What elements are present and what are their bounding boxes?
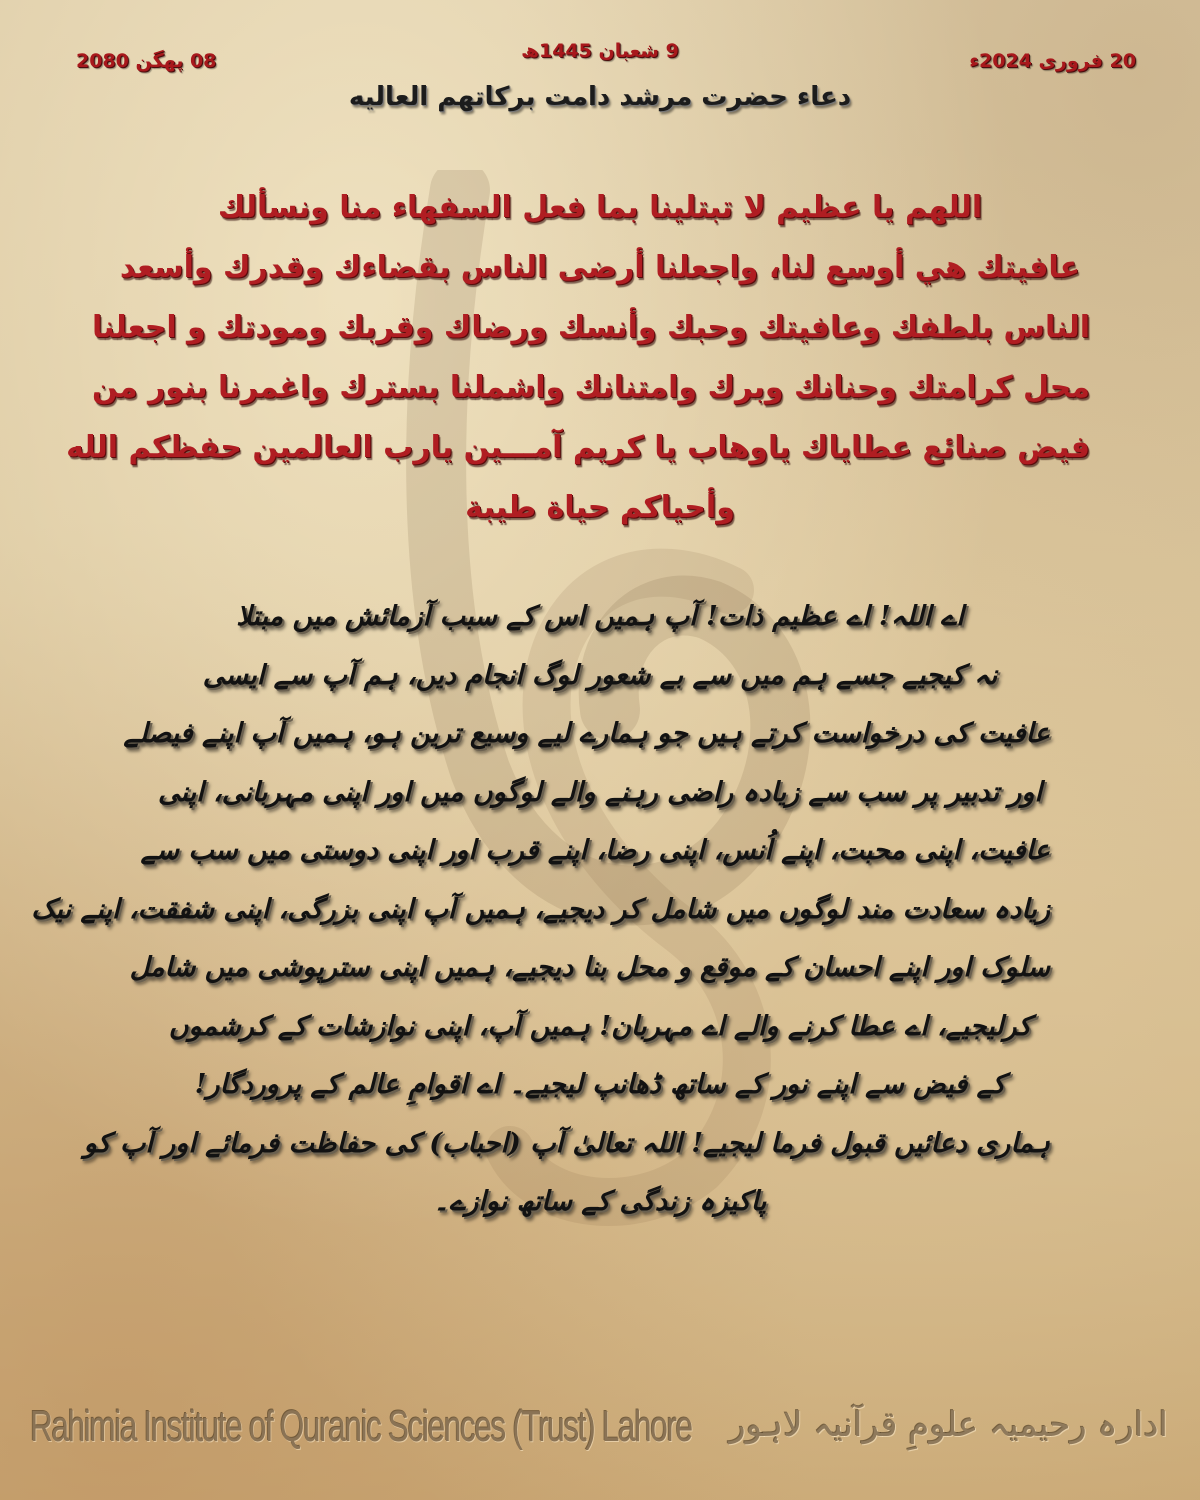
urdu-line: کے فیض سے اپنے نور کے ساتھ ڈھانپ لیجیے۔ اے اقوامِ عالم کے پروردگار! [194, 1069, 1006, 1100]
arabic-line: اللهم يا عظيم لا تبتلينا بما فعل السفهاء منا ونسألك [217, 190, 983, 225]
urdu-line: نہ کیجیے جسے ہم میں سے بے شعور لوگ انجام دیں، ہم آپ سے ایسی [202, 659, 998, 691]
page-title: دعاء حضرت مرشد دامت برکاتهم العالیه [348, 82, 852, 112]
date-hijri: 9 شعبان 1445ھ [521, 40, 679, 62]
arabic-line: عافيتك هي أوسع لنا، واجعلنا أرضى الناس بقضاءك وقدرك وأسعد [119, 250, 1081, 285]
date-bikrami: 08 پھگن 2080 [76, 50, 217, 72]
institute-name-urdu-logo: ادارہ رحیمیہ علومِ قرآنیہ لاہور [729, 1405, 1168, 1445]
urdu-line: عافیت، اپنی محبت، اپنے اُنس، اپنی رضا، اپنے قرب اور اپنی دوستی میں سب سے [140, 835, 1050, 866]
arabic-line: وأحياكم حياة طيبة [465, 490, 735, 525]
arabic-prayer [66, 178, 1090, 538]
urdu-line: عافیت کی درخواست کرتے ہیں جو ہمارے لیے وسیع ترین ہو، ہمیں آپ اپنے فیصلے [123, 718, 1050, 749]
urdu-line: اور تدبیر پر سب سے زیادہ راضی رہنے والے لوگوں میں اور اپنی مہربانی، اپنی [158, 776, 1042, 808]
date-gregorian: 20 فروری 2024ء [969, 50, 1136, 72]
urdu-line: کرلیجیے، اے عطا کرنے والے اے مہربان! ہمیں آپ، اپنی نوازشات کے کرشموں [168, 1010, 1032, 1042]
arabic-line: محل كرامتك وحنانك وبرك وامتنانك واشملنا بسترك واغمرنا بنور من [91, 370, 1090, 405]
institute-name-english: Rahimia Institute of Quranic Sciences (Trust) Lahore [30, 1402, 692, 1451]
urdu-line: سلوک اور اپنے احسان کے موقع و محل بنا دیجیے، ہمیں اپنی سترپوشی میں شامل [129, 952, 1050, 983]
arabic-line: الناس بلطفك وعافيتك وحبك وأنسك ورضاك وقربك ومودتك و اجعلنا [92, 310, 1090, 345]
urdu-line: پاکیزہ زندگی کے ساتھ نوازے۔ [433, 1186, 767, 1217]
date-header [0, 40, 1200, 80]
footer [0, 1402, 1200, 1462]
urdu-line: زیادہ سعادت مند لوگوں میں شامل کر دیجیے، ہمیں آپ اپنی بزرگی، اپنی شفقت، اپنے نیک [31, 893, 1050, 925]
urdu-translation [31, 588, 1050, 1232]
urdu-line: اے اللہ! اے عظیم ذات! آپ ہمیں اس کے سبب آزمائش میں مبتلا [236, 601, 964, 632]
arabic-line: فيض صنائع عطاياك ياوهاب يا كريم آمـــين يارب العالمين حفظكم الله [66, 430, 1090, 465]
urdu-line: ہماری دعائیں قبول فرما لیجیے! اللہ تعالیٰ آپ (احباب) کی حفاظت فرمائے اور آپ کو [83, 1127, 1050, 1159]
